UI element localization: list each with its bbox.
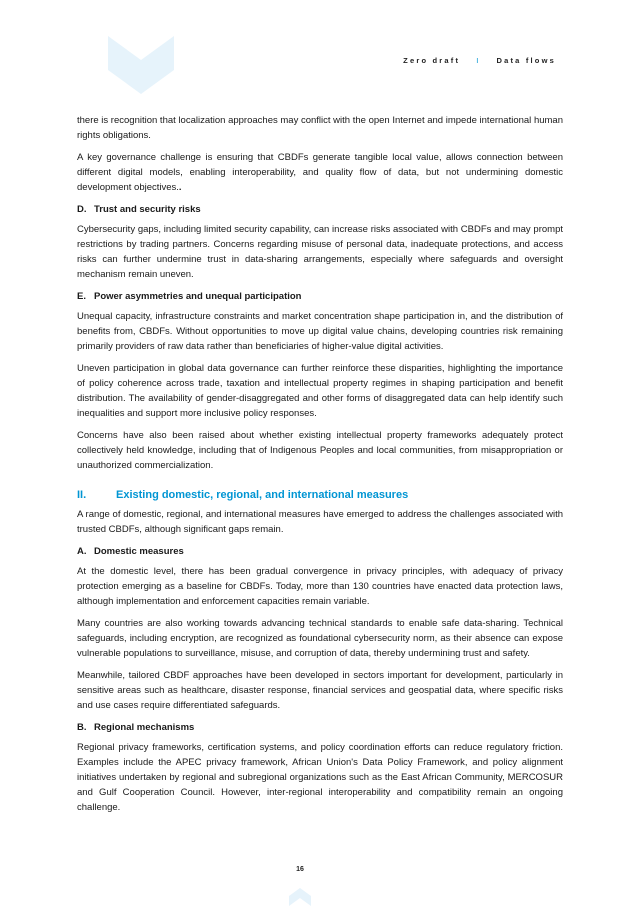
paragraph: there is recognition that localization approaches may conflict with the open Internet and impede international human rights obligations. — [77, 115, 563, 141]
paragraph: A key governance challenge is ensuring that CBDFs generate tangible local value, allows connection between different digital models, enabling interoperability, and quality flow of data, but not undermining domestic development objectives.. — [77, 152, 563, 193]
paragraph: Regional privacy frameworks, certification systems, and policy coordination efforts can reduce regulatory friction. Examples include the APEC privacy framework, African Union's Data Policy Framework, and policy alignment initiatives undertaken by regional and subregional organizations such as the East African Community, MERCOSUR and Gulf Cooperation Council. However, inter-regional interoperability and compatibility remain an ongoing challenge. — [77, 742, 563, 813]
header-separator: I — [476, 56, 481, 65]
paragraph: A range of domestic, regional, and international measures have emerged to address the challenges associated with trusted CBDFs, although significant gaps remain. — [77, 509, 563, 535]
header-doc-title: Data flows — [496, 56, 556, 65]
header-doc-status: Zero draft — [403, 56, 461, 65]
section-heading-e: E. Power asymmetries and unequal participation — [77, 291, 302, 302]
paragraph: Many countries are also working towards advancing technical standards to enable safe data-sharing. Technical safeguards, including encryption, are recognized as foundational cybersecurity norm, as their absence can expose vulnerable populations to surveillance, misuse, and corruption of data, thereby undermining trust and safety. — [77, 618, 563, 659]
paragraph: Concerns have also been raised about whether existing intellectual property frameworks adequately protect collectively held knowledge, including that of Indigenous Peoples and local communities, from misappropriation or unauthorized commercialization. — [77, 430, 563, 471]
section-heading-a: A. Domestic measures — [77, 546, 184, 557]
chevron-logo-icon — [108, 30, 174, 94]
chevron-up-icon — [289, 884, 311, 906]
paragraph: Cybersecurity gaps, including limited security capability, can increase risks associated with CBDFs and may prompt restrictions by trading partners. Concerns regarding misuse of personal data, inadequate protections, and access risks can further undermine trust in data-sharing arrangements, especially where safeguards and oversight mechanism remain uneven. — [77, 224, 563, 280]
section-heading-b: B. Regional mechanisms — [77, 722, 195, 733]
section-heading-d: D. Trust and security risks — [77, 204, 201, 215]
paragraph: Meanwhile, tailored CBDF approaches have been developed in sectors important for development, particularly in sensitive areas such as healthcare, disaster response, financial services and geospatial data, where specific risks and use cases require differentiated safeguards. — [77, 670, 563, 711]
running-header — [403, 56, 556, 65]
page-number: 16 — [296, 866, 304, 873]
paragraph: Uneven participation in global data governance can further reinforce these disparities, highlighting the importance of policy coherence across trade, taxation and intellectual property regimes in shaping participation and benefit distribution. The availability of gender-disaggregated and other forms of disaggregated data can help identify such inequalities and support more inclusive policy responses. — [77, 363, 563, 419]
paragraph: Unequal capacity, infrastructure constraints and market concentration shape participation in, and the distribution of benefits from, CBDFs. Without opportunities to move up digital value chains, developing countries risk remaining primarily providers of raw data rather than beneficiaries of higher-value digital activities. — [77, 311, 563, 352]
chapter-heading-ii: II. Existing domestic, regional, and international measures — [77, 489, 409, 501]
page-body — [77, 113, 563, 822]
paragraph: At the domestic level, there has been gradual convergence in privacy principles, with adequacy of privacy protection emerging as a baseline for CBDFs. Today, more than 130 countries have enacted data protection laws, although implementation and enforcement capacities remain variable. — [77, 566, 563, 607]
